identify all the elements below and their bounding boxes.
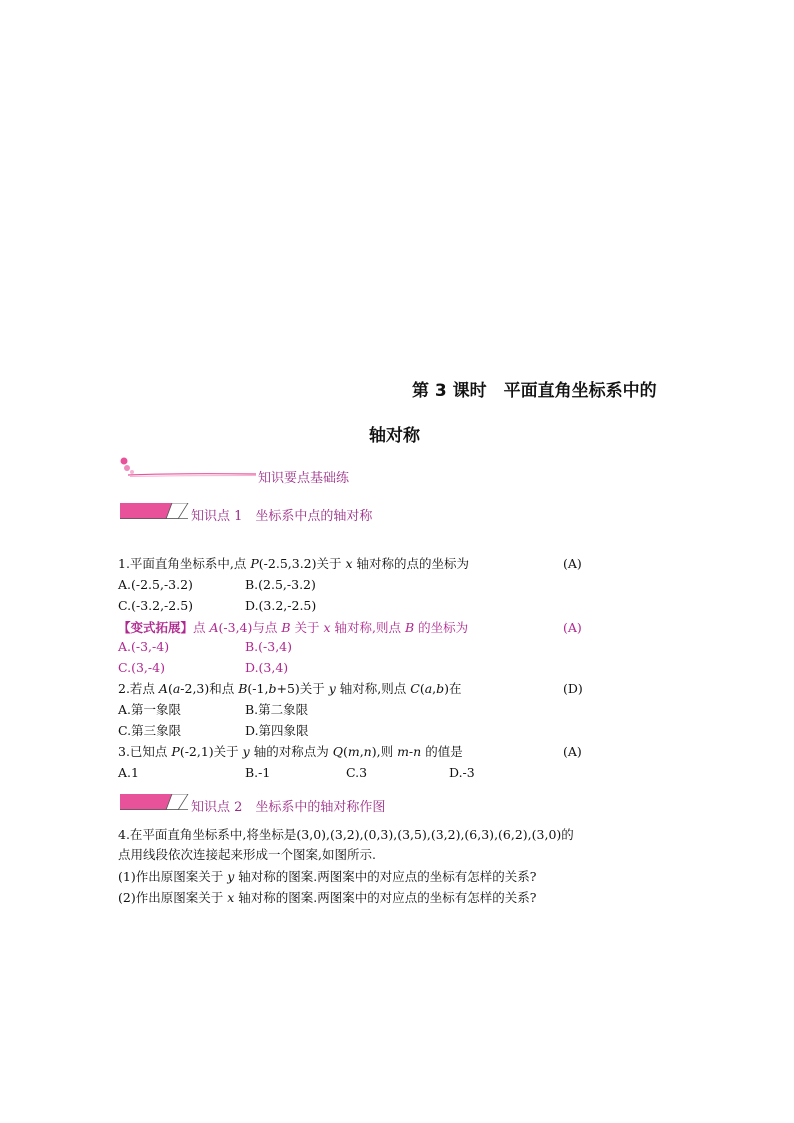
variant-answer: (A) bbox=[563, 620, 582, 635]
text: 1.平面直角坐标系中,点 bbox=[118, 556, 251, 571]
section-decoration bbox=[118, 456, 258, 480]
option-a: A.1 bbox=[118, 765, 139, 780]
option-a: A.第一象限 bbox=[118, 702, 182, 717]
text: ( bbox=[167, 681, 173, 696]
math-var: b bbox=[268, 681, 277, 696]
math-var: P bbox=[171, 744, 180, 759]
text: 轴对称的图案.两图案中的对应点的坐标有怎样的关系? bbox=[234, 890, 537, 905]
section-title: 知识要点基础练 bbox=[258, 471, 350, 486]
page-title-line2: 轴对称 bbox=[369, 426, 420, 446]
text: 点 bbox=[193, 620, 210, 635]
question-2-answer: (D) bbox=[563, 681, 583, 696]
text: (1)作出原图案关于 bbox=[118, 869, 228, 884]
math-var: m bbox=[347, 744, 360, 759]
text: 的坐标为 bbox=[414, 620, 469, 635]
math-var: A bbox=[209, 620, 219, 635]
option-c: C.第三象限 bbox=[118, 723, 182, 738]
variant-stem bbox=[118, 620, 468, 636]
text: (-3,4)与点 bbox=[218, 620, 282, 635]
knowledge-point-badge bbox=[120, 794, 190, 810]
knowledge-point-title: 知识点 2 坐标系中的轴对称作图 bbox=[191, 800, 386, 815]
math-var: x bbox=[323, 620, 331, 635]
math-var: n bbox=[413, 744, 422, 759]
math-var: B bbox=[281, 620, 291, 635]
math-var: y bbox=[242, 744, 250, 759]
text: (2)作出原图案关于 bbox=[118, 890, 228, 905]
variant-option-b: B.(-3,4) bbox=[245, 639, 293, 654]
text: (-1, bbox=[247, 681, 269, 696]
text: ( bbox=[342, 744, 348, 759]
text: +5)关于 bbox=[276, 681, 329, 696]
text: )在 bbox=[444, 681, 462, 696]
page-title: 第 3 课时 平面直角坐标系中的 bbox=[412, 381, 657, 401]
option-b: B.-1 bbox=[245, 765, 271, 780]
question-4-line1: 4.在平面直角坐标系中,将坐标是(3,0),(3,2),(0,3),(3,5),(3,2),(6,3),(6,2),(3,0)的 bbox=[118, 827, 574, 842]
text: - bbox=[408, 744, 414, 759]
question-4-sub1 bbox=[118, 869, 536, 885]
text: -2,3)和点 bbox=[180, 681, 239, 696]
math-var: n bbox=[363, 744, 372, 759]
math-var: a bbox=[172, 681, 181, 696]
math-var: a bbox=[424, 681, 433, 696]
knowledge-point-title: 知识点 1 坐标系中点的轴对称 bbox=[191, 509, 373, 524]
text: 关于 bbox=[290, 620, 324, 635]
question-4-line2: 点用线段依次连接起来形成一个图案,如图所示. bbox=[118, 847, 376, 862]
option-c: C.3 bbox=[346, 765, 368, 780]
math-var: Q bbox=[332, 744, 343, 759]
math-var: x bbox=[227, 890, 235, 905]
option-d: D.第四象限 bbox=[245, 723, 309, 738]
option-d: D.(3.2,-2.5) bbox=[245, 598, 317, 613]
math-var: x bbox=[345, 556, 353, 571]
text: ),则 bbox=[371, 744, 398, 759]
knowledge-point-badge bbox=[120, 503, 190, 519]
variant-tag: 【变式拓展】 bbox=[118, 620, 194, 635]
text: 轴对称的点的坐标为 bbox=[352, 556, 470, 571]
text: , bbox=[359, 744, 364, 759]
option-b: B.(2.5,-3.2) bbox=[245, 577, 316, 592]
text: 轴的对称点为 bbox=[249, 744, 333, 759]
math-var: P bbox=[250, 556, 259, 571]
math-var: y bbox=[227, 869, 235, 884]
question-4-sub2 bbox=[118, 890, 536, 906]
text: 轴对称,则点 bbox=[335, 681, 411, 696]
math-var: A bbox=[158, 681, 168, 696]
question-2-stem bbox=[118, 681, 462, 697]
text: 的值是 bbox=[421, 744, 463, 759]
question-1-stem bbox=[118, 556, 469, 572]
text: 轴对称的图案.两图案中的对应点的坐标有怎样的关系? bbox=[234, 869, 537, 884]
option-c: C.(-3.2,-2.5) bbox=[118, 598, 194, 613]
text: ( bbox=[419, 681, 425, 696]
math-var: C bbox=[410, 681, 420, 696]
variant-option-a: A.(-3,-4) bbox=[118, 639, 170, 654]
text: , bbox=[432, 681, 437, 696]
math-var: B bbox=[238, 681, 248, 696]
math-var: b bbox=[436, 681, 445, 696]
question-1-answer: (A) bbox=[563, 556, 582, 571]
option-a: A.(-2.5,-3.2) bbox=[118, 577, 193, 592]
text: (-2.5,3.2)关于 bbox=[258, 556, 346, 571]
question-3-answer: (A) bbox=[563, 744, 582, 759]
math-var: m bbox=[397, 744, 409, 759]
option-d: D.-3 bbox=[449, 765, 475, 780]
text: 3.已知点 bbox=[118, 744, 172, 759]
text: 2.若点 bbox=[118, 681, 159, 696]
question-3-stem bbox=[118, 744, 463, 760]
math-var: B bbox=[405, 620, 415, 635]
variant-option-c: C.(3,-4) bbox=[118, 660, 165, 675]
math-var: y bbox=[328, 681, 336, 696]
text: 轴对称,则点 bbox=[330, 620, 405, 635]
text: (-2,1)关于 bbox=[179, 744, 243, 759]
variant-option-d: D.(3,4) bbox=[245, 660, 289, 675]
option-b: B.第二象限 bbox=[245, 702, 309, 717]
